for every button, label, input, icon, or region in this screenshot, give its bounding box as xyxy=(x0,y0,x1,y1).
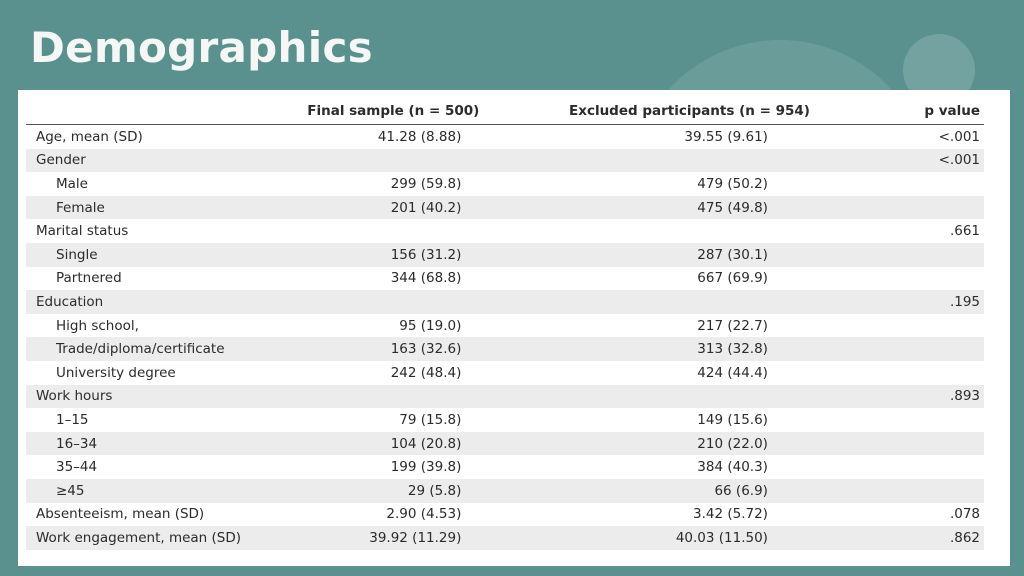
excluded-value: 667 (69.9) xyxy=(697,270,768,287)
row-label: University degree xyxy=(56,364,176,381)
table-row xyxy=(26,432,984,456)
p-value xyxy=(910,408,984,432)
p-value xyxy=(910,361,984,385)
p-value xyxy=(910,479,984,503)
table-row xyxy=(26,385,984,409)
final-sample-value: 2.90 (4.53) xyxy=(386,506,462,523)
demographics-table-card xyxy=(18,90,1010,566)
table-row xyxy=(26,314,984,338)
excluded-value xyxy=(499,385,910,409)
table-header-row xyxy=(26,98,984,125)
final-sample-value: 29 (5.8) xyxy=(297,479,500,503)
slide-title: Demographics xyxy=(30,23,373,72)
demographics-table xyxy=(26,98,984,550)
excluded-value xyxy=(499,149,910,173)
row-label: ≥45 xyxy=(26,479,297,503)
final-sample-value xyxy=(297,290,500,314)
table-row xyxy=(26,149,984,173)
p-value: .893 xyxy=(910,385,984,409)
excluded-value: 210 (22.0) xyxy=(499,432,910,456)
table-row xyxy=(26,172,984,196)
p-value: .078 xyxy=(949,506,980,523)
excluded-value: 475 (49.8) xyxy=(499,196,910,220)
p-value: .661 xyxy=(949,223,980,240)
final-sample-value: 242 (48.4) xyxy=(390,364,462,381)
p-value xyxy=(910,196,984,220)
final-sample-value xyxy=(297,219,500,243)
p-value xyxy=(910,267,984,291)
row-label: Absenteeism, mean (SD) xyxy=(36,506,205,523)
final-sample-value xyxy=(297,149,500,173)
table-row xyxy=(26,219,984,243)
table-row xyxy=(26,337,984,361)
table-row xyxy=(26,243,984,267)
p-value xyxy=(910,314,984,338)
excluded-value: 39.55 (9.61) xyxy=(684,128,768,145)
final-sample-value xyxy=(297,385,500,409)
row-label: Age, mean (SD) xyxy=(36,128,143,145)
row-label: Gender xyxy=(26,149,297,173)
row-label: Partnered xyxy=(56,270,122,287)
header-final-sample: Final sample (n = 500) xyxy=(297,98,500,125)
excluded-value: 287 (30.1) xyxy=(499,243,910,267)
p-value xyxy=(910,455,984,479)
excluded-value xyxy=(499,219,910,243)
row-label: Work engagement, mean (SD) xyxy=(26,526,297,550)
final-sample-value: 201 (40.2) xyxy=(297,196,500,220)
row-label: High school, xyxy=(56,317,139,334)
table-row xyxy=(26,361,984,385)
excluded-value: 217 (22.7) xyxy=(697,317,768,334)
final-sample-value: 299 (59.8) xyxy=(390,175,462,192)
final-sample-value: 163 (32.6) xyxy=(297,337,500,361)
row-label: Work hours xyxy=(26,385,297,409)
final-sample-value: 156 (31.2) xyxy=(297,243,500,267)
table-row xyxy=(26,196,984,220)
table-row xyxy=(26,408,984,432)
row-label: Marital status xyxy=(36,223,129,240)
header-p-value: p value xyxy=(910,98,984,125)
p-value xyxy=(910,243,984,267)
table-row xyxy=(26,125,984,149)
row-label: Male xyxy=(56,175,88,192)
p-value: .862 xyxy=(910,526,984,550)
header-variable xyxy=(26,98,297,125)
row-label: Education xyxy=(26,290,297,314)
p-value xyxy=(910,172,984,196)
row-label: 1–15 xyxy=(56,411,89,428)
header-excluded-participants: Excluded participants (n = 954) xyxy=(499,98,910,125)
row-label: Single xyxy=(26,243,297,267)
final-sample-value: 39.92 (11.29) xyxy=(297,526,500,550)
final-sample-value: 41.28 (8.88) xyxy=(377,128,462,145)
excluded-value xyxy=(499,290,910,314)
table-row xyxy=(26,267,984,291)
excluded-value: 313 (32.8) xyxy=(499,337,910,361)
p-value xyxy=(910,432,984,456)
final-sample-value: 104 (20.8) xyxy=(297,432,500,456)
excluded-value: 3.42 (5.72) xyxy=(692,506,768,523)
table-row xyxy=(26,526,984,550)
excluded-value: 149 (15.6) xyxy=(697,411,768,428)
p-value: <.001 xyxy=(910,149,984,173)
excluded-value: 479 (50.2) xyxy=(697,175,768,192)
final-sample-value: 199 (39.8) xyxy=(390,459,462,476)
excluded-value: 384 (40.3) xyxy=(697,459,768,476)
p-value: <.001 xyxy=(938,128,980,145)
excluded-value: 40.03 (11.50) xyxy=(499,526,910,550)
table-row xyxy=(26,290,984,314)
excluded-value: 424 (44.4) xyxy=(697,364,768,381)
final-sample-value: 95 (19.0) xyxy=(399,317,462,334)
table-row xyxy=(26,479,984,503)
table-row xyxy=(26,503,984,527)
row-label: 16–34 xyxy=(26,432,297,456)
table-body xyxy=(26,125,984,550)
final-sample-value: 344 (68.8) xyxy=(390,270,462,287)
final-sample-value: 79 (15.8) xyxy=(399,411,462,428)
row-label: 35–44 xyxy=(56,459,98,476)
excluded-value: 66 (6.9) xyxy=(499,479,910,503)
row-label: Female xyxy=(26,196,297,220)
row-label: Trade/diploma/certificate xyxy=(26,337,297,361)
table-row xyxy=(26,455,984,479)
p-value xyxy=(910,337,984,361)
p-value: .195 xyxy=(910,290,984,314)
